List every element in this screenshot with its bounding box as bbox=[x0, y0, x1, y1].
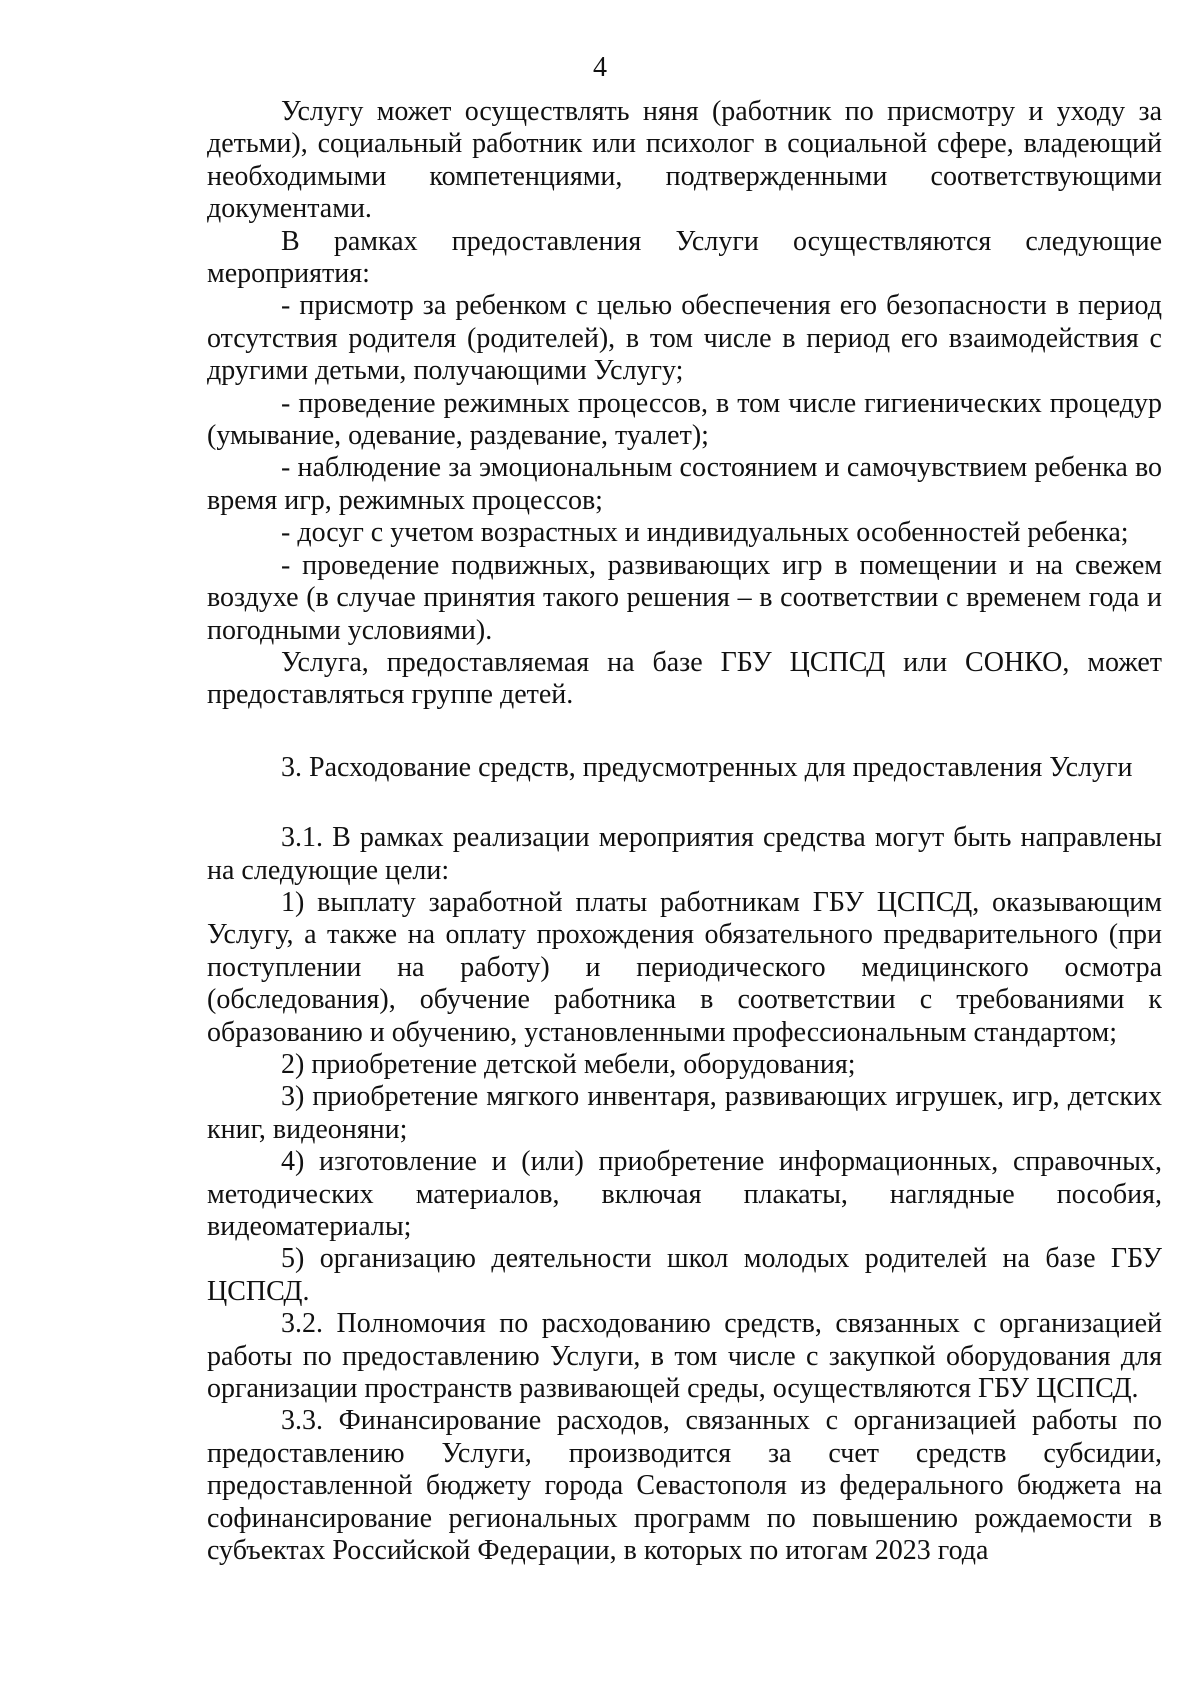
list-item: - присмотр за ребенком с целью обеспечения его безопасности в период отсутствия родителя (родителей), в том числе в период его взаимодействия с другими детьми, получающими Услугу; bbox=[207, 290, 1162, 387]
paragraph: В рамках предоставления Услуги осуществляются следующие мероприятия: bbox=[207, 225, 1162, 290]
list-item: - наблюдение за эмоциональным состоянием и самочувствием ребенка во время игр, режимных процессов; bbox=[207, 452, 1162, 516]
paragraph: Услуга, предоставляемая на базе ГБУ ЦСПСД или СОНКО, может предоставляться группе детей. bbox=[207, 646, 1162, 711]
paragraph: 3.3. Финансирование расходов, связанных с организацией работы по предоставлению Услуги, производится за счет средств субсидии, предоставленной бюджету города Севастополя из федерального бюджета на софинансирование региональных программ по повышению рождаемости в субъектах Российской Федерации, в которых по итогам 2023 года bbox=[207, 1405, 1162, 1567]
paragraph: Услугу может осуществлять няня (работник по присмотру и уходу за детьми), социальный работник или психолог в социальной сфере, владеющий необходимыми компетенциями, подтвержденными соответствующими документами. bbox=[207, 96, 1162, 225]
list-item: 4) изготовление и (или) приобретение информационных, справочных, методических материалов, включая плакаты, наглядные пособия, видеоматериалы; bbox=[207, 1146, 1162, 1242]
list-item: 1) выплату заработной платы работникам ГБУ ЦСПСД, оказывающим Услугу, а также на оплату прохождения обязательного предварительного (при поступлении на работу) и периодического медицинского осмотра (обследования), обучение работника в соответствии с требованиями к образованию и обучению, установленными профессиональным стандартом; bbox=[207, 886, 1162, 1048]
document-body bbox=[207, 96, 1162, 1567]
list-item: - проведение режимных процессов, в том числе гигиенических процедур (умывание, одевание, раздевание, туалет); bbox=[207, 387, 1162, 452]
list-item: 3) приобретение мягкого инвентаря, развивающих игрушек, игр, детских книг, видеоняни; bbox=[207, 1081, 1162, 1145]
page-number: 4 bbox=[593, 52, 607, 83]
paragraph: 3.2. Полномочия по расходованию средств, связанных с организацией работы по предоставлению Услуги, в том числе с закупкой оборудования для организации пространств развивающей среды, осуществляются ГБУ ЦСПСД. bbox=[207, 1308, 1162, 1405]
list-item: 2) приобретение детской мебели, оборудования; bbox=[281, 1048, 856, 1080]
paragraph: 3.1. В рамках реализации мероприятия средства могут быть направлены на следующие цели: bbox=[207, 822, 1162, 886]
list-item: 5) организацию деятельности школ молодых родителей на базе ГБУ ЦСПСД. bbox=[207, 1243, 1162, 1307]
section-heading: 3. Расходование средств, предусмотренных для предоставления Услуги bbox=[281, 751, 1133, 783]
list-item: - проведение подвижных, развивающих игр в помещении и на свежем воздухе (в случае принятия такого решения – в соответствии с временем года и погодными условиями). bbox=[207, 549, 1162, 646]
list-item: - досуг с учетом возрастных и индивидуальных особенностей ребенка; bbox=[281, 517, 1129, 549]
